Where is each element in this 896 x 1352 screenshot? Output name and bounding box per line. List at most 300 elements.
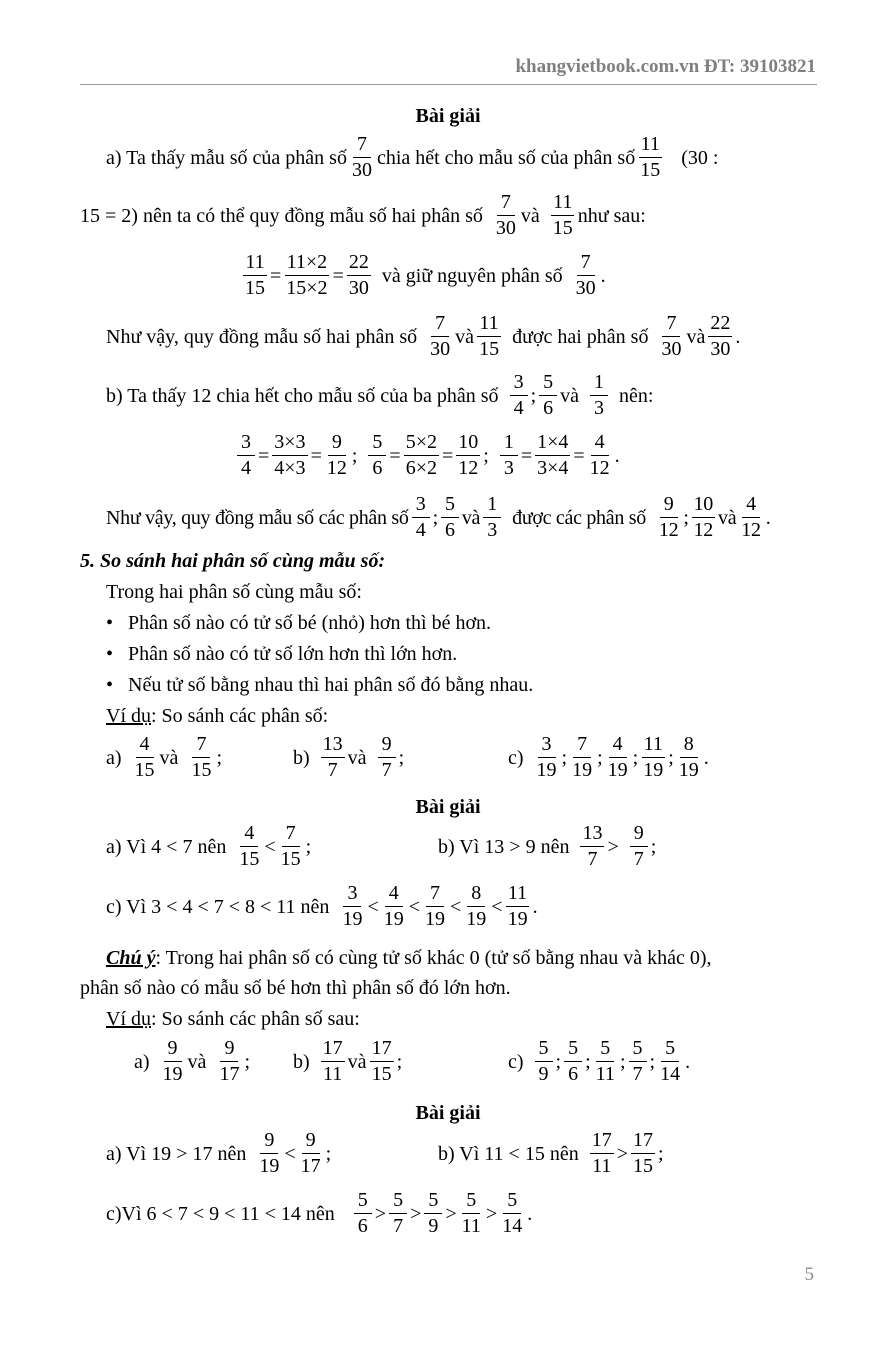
numerator: 10: [456, 432, 480, 456]
example-2-a: [134, 1038, 250, 1085]
numerator: 1: [590, 372, 608, 396]
numerator: 5: [629, 1038, 647, 1062]
numerator: 17: [370, 1038, 394, 1062]
solution-2-a: [106, 1130, 331, 1177]
text-segment: ;: [325, 1142, 332, 1165]
numerator: 4: [742, 494, 760, 518]
denominator: 14: [660, 1063, 681, 1085]
fraction: [539, 372, 557, 419]
text-segment: =: [332, 264, 344, 287]
text-segment: =: [520, 444, 533, 467]
text-segment: như sau:: [577, 204, 646, 227]
denominator: 6: [444, 519, 455, 541]
denominator: 9: [538, 1063, 549, 1085]
part-b-line-1: [106, 372, 653, 419]
denominator: 14: [502, 1215, 523, 1237]
numerator: 7: [282, 823, 300, 847]
numerator: 5: [424, 1190, 442, 1214]
text-segment: .: [735, 325, 741, 348]
numerator: 5: [539, 372, 557, 396]
denominator: 19: [383, 908, 404, 930]
denominator: 6: [568, 1063, 579, 1085]
text-segment: Như vậy, quy đồng mẫu số các phân số: [106, 506, 409, 529]
text-segment: b) Vì 11 < 15 nên: [438, 1142, 579, 1165]
text-segment: ;: [555, 1050, 562, 1073]
fraction: [279, 823, 303, 870]
numerator: 5: [503, 1190, 521, 1214]
denominator: 30: [351, 159, 372, 181]
numerator: 5: [564, 1038, 582, 1062]
denominator: 12: [326, 457, 347, 479]
denominator: 11: [323, 1063, 343, 1085]
numerator: 7: [192, 734, 210, 758]
denominator: 15: [552, 217, 573, 239]
text-segment: <: [367, 895, 379, 918]
denominator: 30: [661, 338, 682, 360]
denominator: 15: [245, 277, 265, 299]
fraction: [382, 883, 406, 930]
text-segment: ;: [396, 1050, 403, 1073]
numerator: 7: [573, 734, 591, 758]
bullet-icon: •: [106, 643, 114, 665]
denominator: 7: [393, 1215, 404, 1237]
text-segment: >: [374, 1202, 387, 1225]
text-segment: <: [450, 895, 462, 918]
numerator: 3: [538, 734, 556, 758]
text-segment: .: [532, 895, 538, 918]
numerator: 11×2: [285, 252, 330, 276]
text-segment: >: [445, 1202, 457, 1225]
bullet-item-1: • Phân số nào có tử số bé (nhỏ) hơn thì bé hơn.: [106, 612, 492, 634]
denominator: 15: [633, 1155, 653, 1177]
example-1-b: [293, 734, 404, 781]
fraction: [630, 823, 648, 870]
fraction: [506, 883, 530, 930]
numerator: 7: [577, 252, 595, 276]
numerator: 8: [680, 734, 698, 758]
text-segment: ;: [683, 506, 689, 529]
numerator: 5: [462, 1190, 480, 1214]
denominator: 19: [607, 759, 628, 781]
denominator: 11: [461, 1215, 481, 1237]
fraction: [510, 372, 528, 419]
text-segment: .: [685, 1050, 691, 1073]
denominator: 6: [357, 1215, 368, 1237]
bullet-item-3: • Nếu tử số bằng nhau thì hai phân số đó bằng nhau.: [106, 674, 534, 696]
numerator: 7: [497, 192, 515, 216]
fraction: [321, 734, 345, 781]
denominator: 7: [632, 1063, 643, 1085]
text-segment: ;: [649, 1050, 656, 1073]
header-website: khangvietbook.com.vn ĐT: 39103821: [515, 56, 816, 77]
fraction: [424, 1190, 442, 1237]
fraction: [133, 734, 157, 781]
numerator: 11: [243, 252, 266, 276]
text-segment: và: [520, 204, 540, 227]
denominator: 9: [428, 1215, 439, 1237]
fraction-7-30: [350, 134, 374, 181]
fraction: [368, 432, 386, 479]
denominator: 15×2: [286, 277, 328, 299]
denominator: 4: [241, 457, 251, 479]
text-segment: b): [293, 1050, 310, 1073]
fraction: [629, 1038, 647, 1085]
denominator: 19: [536, 759, 557, 781]
fraction: [535, 1038, 553, 1085]
bullet-icon: •: [106, 612, 114, 634]
denominator: 19: [678, 759, 699, 781]
fraction: [677, 734, 701, 781]
denominator: 12: [658, 519, 679, 541]
text-segment: c)Vì 6 < 7 < 9 < 11 < 14 nên: [106, 1202, 335, 1225]
denominator: 12: [741, 519, 761, 541]
numerator: 3: [343, 883, 361, 907]
example-1-prompt: Ví dụ : So sánh các phân số:: [106, 705, 329, 727]
text-segment: a) Vì 19 > 17 nên: [106, 1142, 247, 1165]
fraction: [389, 1190, 407, 1237]
text-segment: và giữ nguyên phân số: [381, 264, 563, 287]
fraction: [580, 823, 604, 870]
numerator: 17: [321, 1038, 345, 1062]
numerator: 5: [661, 1038, 679, 1062]
denominator: 7: [381, 759, 392, 781]
numerator: 3: [412, 494, 430, 518]
fraction: [594, 1038, 617, 1085]
solution-title-2: Bài giải: [415, 796, 481, 818]
numerator: 22: [347, 252, 371, 276]
denominator: 7: [327, 759, 338, 781]
denominator: 17: [219, 1063, 240, 1085]
denominator: 19: [162, 1063, 183, 1085]
text-segment: nên:: [619, 384, 654, 407]
note-line-1: Chú ý : Trong hai phân số có cùng tử số khác 0 (tử số bằng nhau và khác 0),: [106, 947, 712, 969]
text-segment: <: [264, 835, 276, 858]
denominator: 6×2: [405, 457, 437, 479]
text-segment: ;: [432, 506, 438, 529]
denominator: 15: [640, 159, 661, 181]
denominator: 7: [587, 848, 598, 870]
numerator: 9: [164, 1038, 182, 1062]
fraction: [574, 252, 598, 299]
denominator: 19: [259, 1155, 280, 1177]
denominator: 15: [280, 848, 301, 870]
numerator: 1×4: [535, 432, 570, 456]
fraction-11-15: [638, 134, 662, 181]
fraction: [217, 1038, 241, 1085]
numerator: 1: [483, 494, 501, 518]
fraction: [464, 883, 488, 930]
fraction-11-15: [551, 192, 575, 239]
numerator: 7: [426, 883, 444, 907]
numerator: 4: [136, 734, 154, 758]
denominator: 19: [466, 908, 487, 930]
fraction: [237, 432, 255, 479]
fraction: [692, 494, 715, 541]
numerator: 9: [328, 432, 346, 456]
fraction: [428, 313, 452, 360]
numerator: 1: [500, 432, 518, 456]
text-segment: =: [573, 444, 585, 467]
fraction: [535, 432, 570, 479]
numerator: 9: [220, 1038, 238, 1062]
fraction: [590, 372, 608, 419]
denominator: 6: [372, 457, 383, 479]
fraction: [570, 734, 594, 781]
fraction: [477, 313, 501, 360]
text-segment: và: [347, 746, 367, 769]
section-5-heading: 5. So sánh hai phân số cùng mẫu số:: [80, 550, 386, 572]
text-segment: .: [600, 264, 606, 287]
denominator: 30: [710, 338, 731, 360]
fraction: [321, 1038, 345, 1085]
denominator: 19: [572, 759, 593, 781]
numerator: 11: [506, 883, 529, 907]
fraction: [708, 313, 732, 360]
solution-title-1: Bài giải: [415, 105, 481, 127]
text-segment: >: [410, 1202, 422, 1225]
text-segment: ;: [597, 746, 603, 769]
text-segment: 15 = 2) nên ta có thể quy đồng mẫu số hai phân số: [80, 204, 483, 227]
text-segment: và: [159, 746, 179, 769]
text-segment: =: [441, 444, 454, 467]
text-segment: a) Vì 4 < 7 nên: [106, 835, 227, 858]
text-segment: <: [491, 895, 503, 918]
text-segment: ;: [530, 384, 537, 407]
denominator: 12: [458, 457, 479, 479]
text-segment: b) Ta thấy 12 chia hết cho mẫu số của ba phân số: [106, 384, 499, 407]
part-b-equations: [234, 432, 620, 479]
text-segment: a): [106, 746, 122, 769]
fraction: [483, 494, 501, 541]
denominator: 19: [507, 908, 528, 930]
denominator: 3×4: [537, 457, 569, 479]
text-segment: <: [284, 1142, 296, 1165]
fraction: [500, 1190, 524, 1237]
fraction: [590, 1130, 614, 1177]
denominator: 12: [589, 457, 610, 479]
numerator: 8: [467, 883, 485, 907]
fraction: [354, 1190, 372, 1237]
numerator: 3: [510, 372, 528, 396]
numerator: 11: [477, 313, 500, 337]
numerator: 4: [609, 734, 627, 758]
text-segment: =: [310, 444, 322, 467]
fraction: [535, 734, 559, 781]
fraction: [299, 1130, 323, 1177]
fraction: [243, 252, 267, 299]
part-a-equation: [240, 252, 606, 299]
fraction: [500, 432, 518, 479]
numerator: 11: [551, 192, 574, 216]
denominator: 30: [495, 217, 516, 239]
fraction: [370, 1038, 394, 1085]
numerator: 17: [590, 1130, 614, 1154]
text-segment: .: [614, 444, 620, 467]
text-segment: ;: [619, 1050, 626, 1073]
numerator: 7: [662, 313, 680, 337]
text-segment: ;: [398, 746, 405, 769]
numerator: 10: [692, 494, 715, 518]
numerator: 13: [580, 823, 604, 847]
text-segment: =: [389, 444, 401, 467]
text-segment: ;: [658, 1142, 664, 1165]
numerator: 9: [302, 1130, 320, 1154]
text-segment: c): [508, 746, 524, 769]
denominator: 30: [348, 277, 369, 299]
denominator: 4: [415, 519, 426, 541]
solution-1-c: [106, 883, 538, 930]
numerator: 9: [378, 734, 396, 758]
part-b-conclusion: [106, 494, 770, 541]
text-segment: và: [461, 506, 481, 529]
denominator: 15: [479, 338, 500, 360]
denominator: 19: [342, 908, 363, 930]
fraction-7-30: [494, 192, 518, 239]
bullet-icon: •: [106, 674, 114, 696]
fraction: [441, 494, 459, 541]
denominator: 3: [487, 519, 497, 541]
text-segment: b) Vì 13 > 9 nên: [438, 835, 570, 858]
numerator: 5: [596, 1038, 614, 1062]
fraction: [378, 734, 396, 781]
fraction: [641, 734, 665, 781]
fraction: [631, 1130, 655, 1177]
numerator: 3: [237, 432, 255, 456]
text-segment: .: [703, 746, 709, 769]
numerator: 9: [660, 494, 678, 518]
text-segment: a) Ta thấy mẫu số của phân số: [106, 146, 347, 169]
solution-title-3: Bài giải: [415, 1102, 481, 1124]
denominator: 7: [633, 848, 644, 870]
text-segment: c) Vì 3 < 4 < 7 < 8 < 11 nên: [106, 895, 330, 918]
text-segment: Như vậy, quy đồng mẫu số hai phân số: [106, 325, 418, 348]
fraction: [340, 883, 364, 930]
text-segment: được hai phân số: [512, 325, 649, 348]
text-segment: >: [485, 1202, 498, 1225]
denominator: 19: [643, 759, 664, 781]
numerator: 3×3: [272, 432, 307, 456]
text-segment: ;: [632, 746, 639, 769]
numerator: 5: [368, 432, 386, 456]
solution-2-c: [106, 1190, 532, 1237]
fraction: [423, 883, 447, 930]
denominator: 3: [503, 457, 514, 479]
denominator: 30: [430, 338, 451, 360]
example-1-a: [106, 734, 222, 781]
numerator: 4: [240, 823, 258, 847]
numerator: 11: [639, 134, 662, 158]
text-segment: <: [408, 895, 420, 918]
fraction: [658, 1038, 682, 1085]
numerator: 22: [708, 313, 732, 337]
numerator: 7: [431, 313, 449, 337]
numerator: 9: [630, 823, 648, 847]
text-segment: c): [508, 1050, 524, 1073]
text-segment: a): [134, 1050, 150, 1073]
fraction: [325, 432, 349, 479]
example-1-c: [508, 734, 709, 781]
text-segment: ;: [650, 835, 657, 858]
text-segment: và: [718, 506, 737, 529]
fraction: [739, 494, 762, 541]
fraction: [404, 432, 439, 479]
fraction: [347, 252, 371, 299]
section-5-intro: Trong hai phân số cùng mẫu số:: [106, 581, 362, 603]
fraction: [456, 432, 480, 479]
numerator: 11: [642, 734, 665, 758]
text-segment: >: [607, 835, 619, 858]
text-segment: .: [765, 506, 771, 529]
numerator: 4: [591, 432, 609, 456]
denominator: 15: [134, 759, 155, 781]
text-segment: ;: [244, 1050, 250, 1073]
numerator: 5: [354, 1190, 372, 1214]
numerator: 7: [353, 134, 371, 158]
fraction: [237, 823, 261, 870]
numerator: 5×2: [404, 432, 439, 456]
text-segment: và: [455, 325, 475, 348]
text-segment: b): [293, 746, 310, 769]
denominator: 30: [575, 277, 596, 299]
numerator: 5: [389, 1190, 407, 1214]
part-a-line-1: [106, 134, 718, 181]
note-line-2: phân số nào có mẫu số bé hơn thì phân số đó lớn hơn.: [80, 977, 511, 999]
denominator: 11: [595, 1063, 615, 1085]
denominator: 17: [300, 1155, 321, 1177]
denominator: 15: [239, 848, 260, 870]
text-segment: ;: [483, 444, 489, 467]
text-segment: được các phân số: [512, 506, 646, 529]
text-segment: (30 :: [681, 146, 719, 169]
solution-1-a: [106, 823, 311, 870]
text-segment: >: [616, 1142, 628, 1165]
denominator: 15: [371, 1063, 392, 1085]
denominator: 12: [693, 519, 713, 541]
solution-1-b: [438, 823, 656, 870]
fraction: [189, 734, 213, 781]
fraction: [412, 494, 430, 541]
fraction: [657, 494, 680, 541]
denominator: 4: [513, 397, 524, 419]
bullet-item-2: • Phân số nào có tử số lớn hơn thì lớn hơn.: [106, 643, 458, 665]
fraction: [564, 1038, 582, 1085]
numerator: 5: [441, 494, 459, 518]
text-segment: ;: [585, 1050, 591, 1073]
text-segment: ;: [351, 444, 358, 467]
solution-2-b: [438, 1130, 664, 1177]
text-segment: và: [187, 1050, 207, 1073]
text-segment: và: [347, 1050, 367, 1073]
text-segment: =: [258, 444, 270, 467]
part-a-line-2: [80, 192, 646, 239]
text-segment: =: [270, 264, 282, 287]
header-rule: [80, 84, 817, 85]
example-2-prompt: Ví dụ : So sánh các phân số sau:: [106, 1008, 360, 1030]
text-segment: ;: [216, 746, 222, 769]
fraction: [460, 1190, 483, 1237]
fraction: [606, 734, 630, 781]
denominator: 4×3: [274, 457, 306, 479]
denominator: 6: [543, 397, 554, 419]
fraction: [588, 432, 612, 479]
part-a-conclusion: [106, 313, 740, 360]
text-segment: ;: [561, 746, 568, 769]
numerator: 13: [321, 734, 345, 758]
numerator: 9: [260, 1130, 278, 1154]
example-2-c: [508, 1038, 690, 1085]
denominator: 3: [594, 397, 605, 419]
text-segment: .: [527, 1202, 533, 1225]
